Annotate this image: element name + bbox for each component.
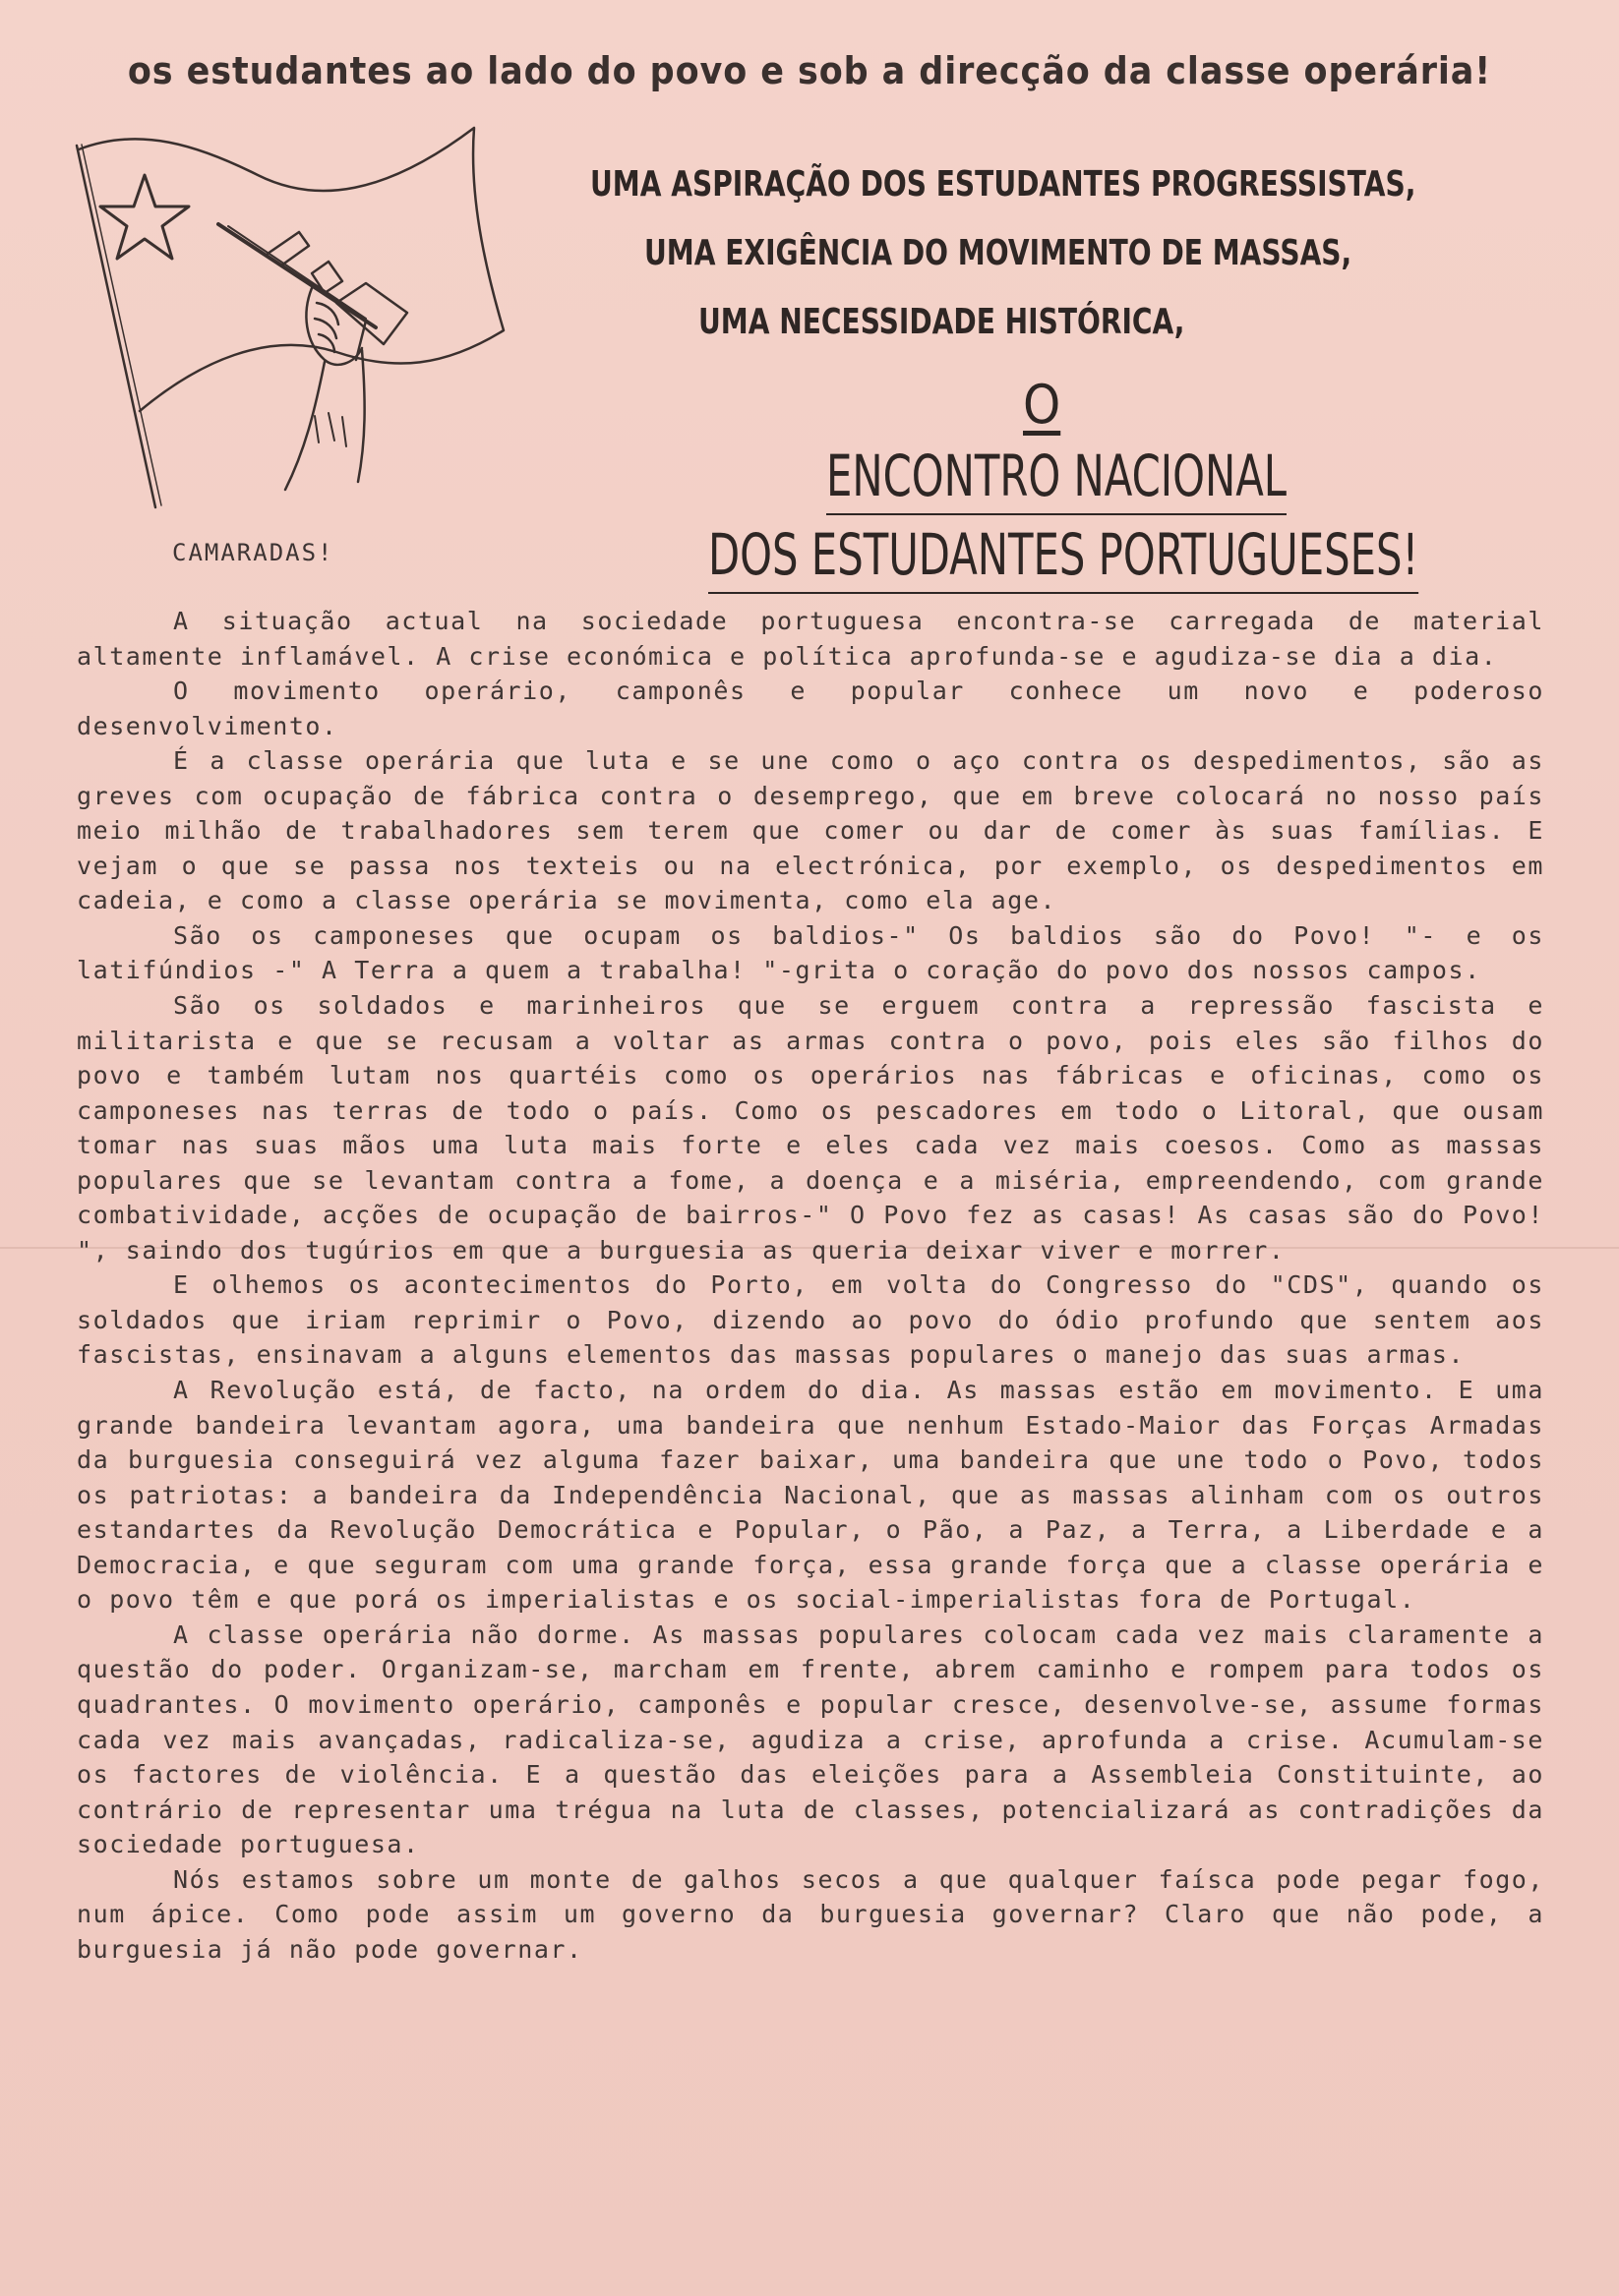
body-text [77, 604, 1544, 1967]
paragraph: O movimento operário, camponês e popular conhece um novo e poderoso desenvolvimento. [77, 677, 1544, 740]
paragraph: Nós estamos sobre um monte de galhos secos a que qualquer faísca pode pegar fogo, num ápice. Como pode assim um governo da burguesia governar? Claro que não pode, a burguesia já não pode governar. [77, 1864, 1544, 1964]
slogan-necessity: UMA NECESSIDADE HISTÓRICA, [698, 302, 1185, 342]
title-encontro-nacional: ENCONTRO NACIONAL [826, 442, 1287, 515]
paragraph: A situação actual na sociedade portuguesa encontra-se carregada de material altamente inflamável. A crise económica e política aprofunda-se e agudiza-se dia a dia. [77, 607, 1544, 671]
greeting: CAMARADAS! [172, 539, 334, 566]
paragraph: São os soldados e marinheiros que se erguem contra a repressão fascista e militarista e que se recusam a voltar as armas contra o povo, pois eles são filhos do povo e também lutam nos quartéis como os operários nas fábricas e oficinas, como os camponeses nas terras de todo o país. Como os pescadores em todo o Litoral, que ousam tomar nas suas mãos uma luta mais forte e eles cada vez mais coesos. Como as massas populares que se levantam contra a fome, a doença e a miséria, empreendendo, com grande combatividade, acções de ocupação de bairros-" O Povo fez as casas! As casas são do Povo! ", saindo dos tugúrios em que a burguesia as queria deixar viver e morrer. [77, 991, 1544, 1265]
slogan-aspiration: UMA ASPIRAÇÃO DOS ESTUDANTES PROGRESSISTAS, [590, 164, 1416, 205]
paragraph: A Revolução está, de facto, na ordem do dia. As massas estão em movimento. E uma grande bandeira levantam agora, uma bandeira que nenhum Estado-Maior das Forças Armadas da burguesia conseguirá vez alguma fazer baixar, uma bandeira que une todo o Povo, todos os patriotas: a bandeira da Independência Nacional, que as massas alinham com os outros estandartes da Revolução Democrática e Popular, o Pão, a Paz, a Terra, a Liberdade e a Democracia, e que seguram com uma grande força, essa grande força que a classe operária e o povo têm e que porá os imperialistas e os social-imperialistas fora de Portugal. [77, 1376, 1544, 1615]
title-estudantes-portugueses: DOS ESTUDANTES PORTUGUESES! [708, 521, 1418, 594]
paragraph: E olhemos os acontecimentos do Porto, em volta do Congresso do "CDS", quando os soldados que iriam reprimir o Povo, dizendo ao povo do ódio profundo que sentem aos fascistas, ensinavam a alguns elementos das massas populares o manejo das suas armas. [77, 1270, 1544, 1370]
title-article: O [1023, 374, 1061, 436]
paragraph: São os camponeses que ocupam os baldios-" Os baldios são do Povo! "- e os latifúndios -" A Terra a quem a trabalha! "-grita o coração do povo dos nossos campos. [77, 920, 1544, 985]
headline: os estudantes ao lado do povo e sob a direcção da classe operária! [127, 49, 1492, 92]
paragraph: A classe operária não dorme. As massas populares colocam cada vez mais claramente a questão do poder. Organizam-se, marcham em frente, abrem caminho e rompem para todos os quadrantes. O movimento operário, camponês e popular cresce, desenvolve-se, assume formas cada vez mais avançadas, radicaliza-se, agudiza a crise, aprofunda a crise. Acumulam-se os factores de violência. E a questão das eleições para a Assembleia Constituinte, ao contrário de representar uma trégua na luta de classes, potencializará as contradições da sociedade portuguesa. [77, 1619, 1544, 1859]
slogan-demand: UMA EXIGÊNCIA DO MOVIMENTO DE MASSAS, [644, 233, 1352, 273]
flag-with-star-and-rifle-icon [71, 116, 533, 529]
paragraph: É a classe operária que luta e se une como o aço contra os despedimentos, são as greves com ocupação de fábrica contra o desemprego, que em breve colocará no nosso país meio milhão de trabalhadores sem terem que comer ou dar de comer às suas famílias. E vejam o que se passa nos texteis ou na electrónica, por exemplo, os despedimentos em cadeia, e como a classe operária se movimenta, como ela age. [77, 746, 1544, 915]
